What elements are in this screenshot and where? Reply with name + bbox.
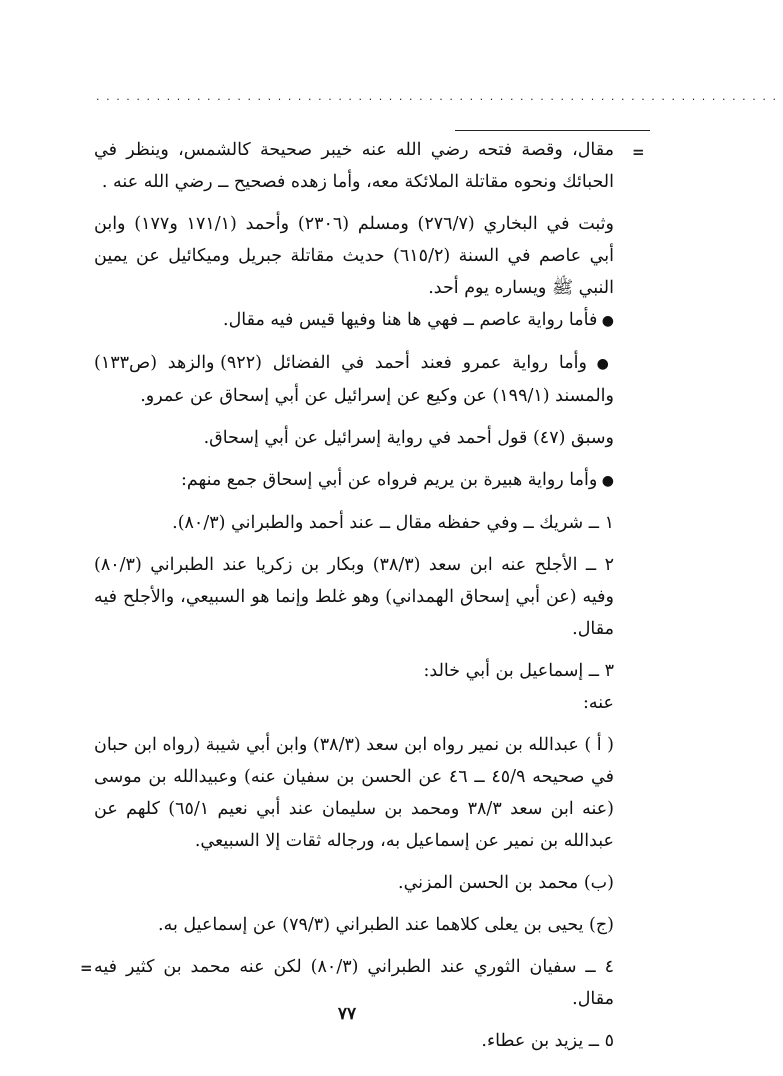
page-body bbox=[94, 134, 614, 1057]
paragraph-text: ٥ ــ يزيد بن عطاء. bbox=[481, 1031, 614, 1051]
paragraph bbox=[94, 134, 614, 198]
bullet-icon: ● bbox=[586, 356, 615, 372]
paragraph bbox=[94, 867, 614, 899]
paragraph-text: ٢ ــ الأجلح عنه ابن سعد (٣٨/٣) وبكار بن زكريا عند الطبراني (٨٠/٣) وفيه (عن أبي إسحاق الهمداني) وهو غلط وإنما هو السبيعي، والأجلح فيه مقال. bbox=[94, 555, 614, 639]
paragraph-text: ( أ ) عبدالله بن نمير رواه ابن سعد (٣٨/٣) وابن أبي شيبة (رواه ابن حبان في صحيحه ٤٥/٩ ــ ٤٦ عن الحسن بن سفيان عنه) وعبيدالله بن موسى (عنه ابن سعد ٣٨/٣ ومحمد بن سليمان عند أبي نعيم ٦٥/١) كلهم عن عبدالله بن نمير عن إسماعيل به، ورجاله ثقات إلا السبيعي. bbox=[94, 735, 614, 851]
continuation-marker-bottom: = bbox=[80, 959, 93, 977]
page-number: ٧٧ bbox=[337, 1004, 357, 1024]
bullet-icon: ● bbox=[597, 473, 614, 489]
paragraph bbox=[94, 729, 614, 857]
continuation-marker-top: = bbox=[632, 143, 645, 161]
paragraph bbox=[94, 1025, 614, 1057]
paragraph bbox=[94, 687, 614, 719]
paragraph-text: ٣ ــ إسماعيل بن أبي خالد: bbox=[423, 661, 614, 681]
paragraph-text: وثبت في البخاري (٢٧٦/٧) ومسلم (٢٣٠٦) وأحمد (١٧١/١ و١٧٧) وابن أبي عاصم في السنة (٦١٥/٢) حديث مقاتلة جبريل وميكائيل عن يمين النبي ﷺ ويساره يوم أحد. bbox=[94, 214, 614, 298]
paragraph-text: وأما رواية عمرو فعند أحمد في الفضائل (٩٢٢) والزهد (ص١٣٣) والمسند (١٩٩/١) عن وكيع عن إسرائيل عن أبي إسحاق عن عمرو. bbox=[94, 353, 614, 406]
paragraph bbox=[94, 347, 614, 412]
paragraph-text: فأما رواية عاصم ــ فهي ها هنا وفيها قيس فيه مقال. bbox=[223, 310, 598, 330]
paragraph-text: وسبق (٤٧) قول أحمد في رواية إسرائيل عن أبي إسحاق. bbox=[203, 428, 614, 448]
paragraph bbox=[94, 304, 614, 337]
paragraph bbox=[94, 208, 614, 304]
paragraph bbox=[94, 549, 614, 645]
paragraph-text: عنه: bbox=[582, 693, 614, 713]
paragraph-text: (ب) محمد بن الحسن المزني. bbox=[398, 873, 614, 893]
paragraph-text: ١ ــ شريك ــ وفي حفظه مقال ــ عند أحمد والطبراني (٨٠/٣). bbox=[172, 513, 614, 533]
header-dotted-rule: .................................................................... bbox=[96, 90, 783, 103]
footnote-separator-rule bbox=[455, 130, 650, 131]
paragraph bbox=[94, 655, 614, 687]
paragraph bbox=[94, 422, 614, 454]
paragraph bbox=[94, 464, 614, 497]
paragraph-text: (ج) يحيى بن يعلى كلاهما عند الطبراني (٧٩/٣) عن إسماعيل به. bbox=[158, 915, 614, 935]
bullet-icon: ● bbox=[597, 313, 614, 329]
paragraph bbox=[94, 909, 614, 941]
paragraph-text: مقال، وقصة فتحه رضي الله عنه خيبر صحيحة كالشمس، وينظر في الحبائك ونحوه مقاتلة الملائكة معه، وأما زهده فصحيح ــ رضي الله عنه . bbox=[94, 140, 614, 192]
paragraph bbox=[94, 507, 614, 539]
paragraph-text: ٤ ــ سفيان الثوري عند الطبراني (٨٠/٣) لكن عنه محمد بن كثير فيه مقال. bbox=[94, 957, 614, 1009]
paragraph-text: وأما رواية هبيرة بن يريم فرواه عن أبي إسحاق جمع منهم: bbox=[180, 470, 598, 490]
